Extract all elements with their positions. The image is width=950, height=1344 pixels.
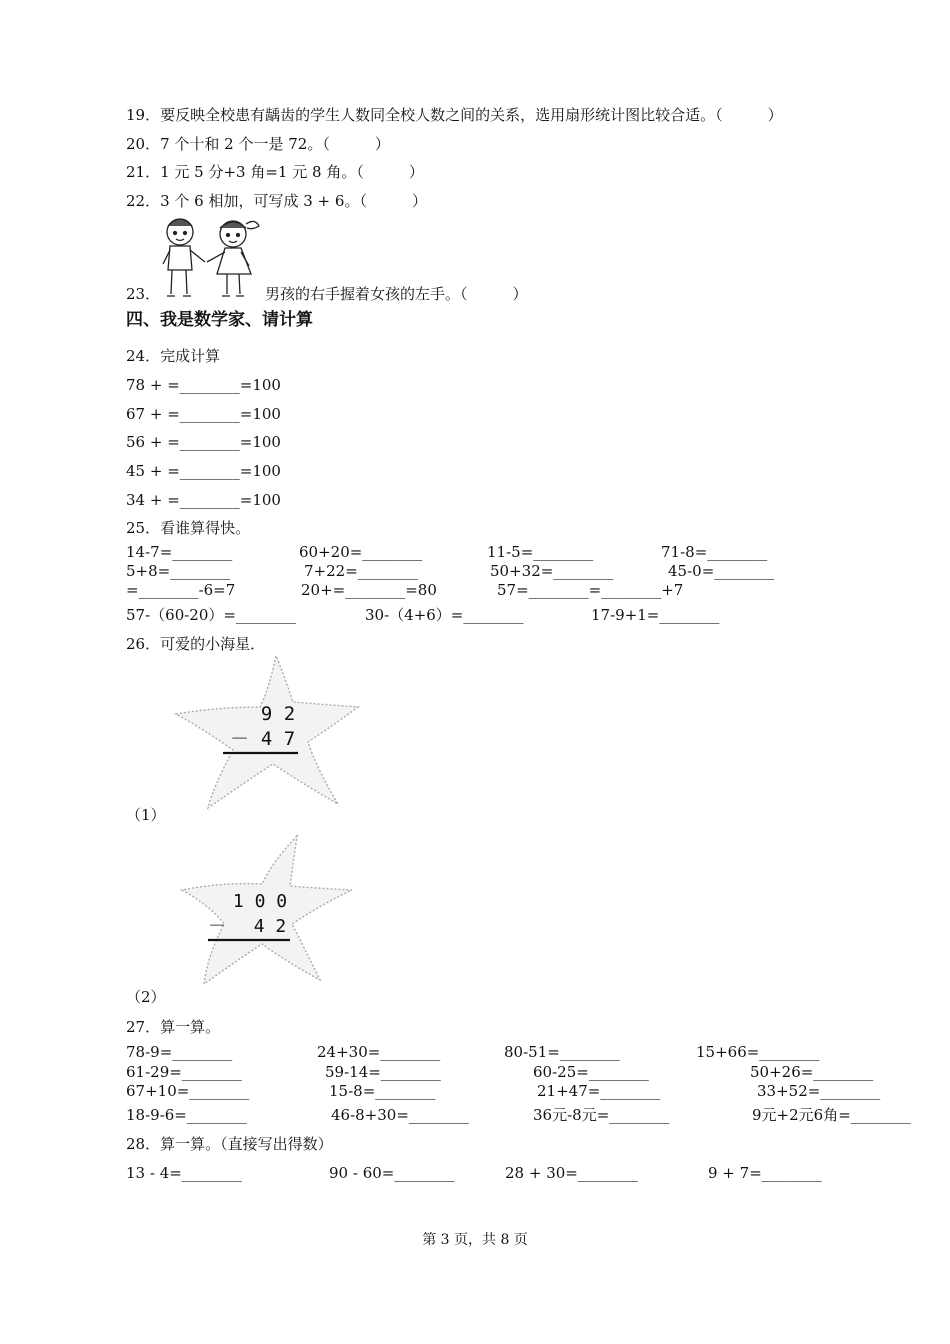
- q27-item: 24+30=________: [317, 1043, 441, 1061]
- starfish-image: [168, 652, 363, 812]
- q27-item: 9元+2元6角=________: [752, 1106, 911, 1124]
- question-21: 21．1 元 5 分+3 角=1 元 8 角。（ ）: [126, 163, 424, 181]
- q24-row: 78 + =________=100: [126, 376, 281, 394]
- q24-row: 67 + =________=100: [126, 405, 281, 423]
- q27-item: 78-9=________: [126, 1043, 233, 1061]
- question-25-title: 25．看谁算得快。: [126, 519, 251, 537]
- question-27-title: 27．算一算。: [126, 1018, 221, 1036]
- section-heading: 四、我是数学家、请计算: [126, 310, 313, 330]
- q27-item: 67+10=________: [126, 1082, 250, 1100]
- q25-item: 20+=________=80: [301, 581, 437, 599]
- q27-item: 59-14=________: [325, 1063, 441, 1081]
- star2-operator: －: [208, 916, 226, 937]
- q27-item: 80-51=________: [504, 1043, 620, 1061]
- question-23-text: 男孩的右手握着女孩的左手。（ ）: [265, 285, 528, 303]
- star2-bottom-number: 4 2: [253, 916, 287, 937]
- page-footer: 第 3 页，共 8 页: [422, 1232, 528, 1248]
- q25-item: 71-8=________: [661, 543, 768, 561]
- q27-item: 50+26=________: [750, 1063, 874, 1081]
- q27-item: 18-9-6=________: [126, 1106, 247, 1124]
- q27-item: 60-25=________: [533, 1063, 649, 1081]
- question-24-title: 24．完成计算: [126, 347, 221, 365]
- q28-item: 13 - 4=________: [126, 1164, 242, 1182]
- q25-item: 14-7=________: [126, 543, 233, 561]
- star1-top-number: 9 2: [260, 703, 296, 725]
- q25-item: 11-5=________: [487, 543, 594, 561]
- q25-item: 7+22=________: [304, 562, 418, 580]
- q27-item: 15+66=________: [696, 1043, 820, 1061]
- q25-item: 60+20=________: [299, 543, 423, 561]
- q28-item: 90 - 60=________: [329, 1164, 455, 1182]
- question-22: 22．3 个 6 相加，可写成 3 + 6。（ ）: [126, 192, 427, 210]
- q28-item: 9 + 7=________: [708, 1164, 822, 1182]
- q25-item: 17-9+1=________: [591, 606, 720, 624]
- q25-item: 30-（4+6）=________: [365, 606, 524, 624]
- q28-item: 28 + 30=________: [505, 1164, 638, 1182]
- children-holding-hands-image: [155, 212, 265, 300]
- q25-item: 57-（60-20）=________: [126, 606, 296, 624]
- q27-item: 15-8=________: [329, 1082, 436, 1100]
- question-28-title: 28．算一算。（直接写出得数）: [126, 1135, 333, 1153]
- q25-item: =________-6=7: [126, 581, 236, 599]
- starfish-image: [162, 832, 357, 992]
- q27-item: 36元-8元=________: [533, 1106, 670, 1124]
- question-26-title: 26．可爱的小海星．: [126, 635, 266, 653]
- question-19: 19．要反映全校患有龋齿的学生人数同全校人数之间的关系，选用扇形统计图比较合适。（ ）: [126, 106, 783, 124]
- q25-item: 57=________=________+7: [497, 581, 684, 599]
- q27-item: 61-29=________: [126, 1063, 242, 1081]
- q27-item: 33+52=________: [757, 1082, 881, 1100]
- q24-row: 34 + =________=100: [126, 491, 281, 509]
- q27-item: 21+47=________: [537, 1082, 661, 1100]
- star1-operator: －: [230, 728, 250, 750]
- star1-bottom-number: 4 7: [260, 728, 296, 750]
- q25-item: 50+32=________: [490, 562, 614, 580]
- q26-sub-label-2: （2）: [126, 988, 166, 1006]
- q27-item: 46-8+30=________: [331, 1106, 469, 1124]
- q24-row: 56 + =________=100: [126, 433, 281, 451]
- q26-sub-label-1: （1）: [126, 806, 166, 824]
- question-20: 20．7 个十和 2 个一是 72。（ ）: [126, 135, 390, 153]
- q25-item: 5+8=________: [126, 562, 231, 580]
- q24-row: 45 + =________=100: [126, 462, 281, 480]
- question-23-number: 23．: [126, 285, 161, 303]
- q25-item: 45-0=________: [668, 562, 775, 580]
- star2-top-number: 1 0 0: [232, 891, 288, 912]
